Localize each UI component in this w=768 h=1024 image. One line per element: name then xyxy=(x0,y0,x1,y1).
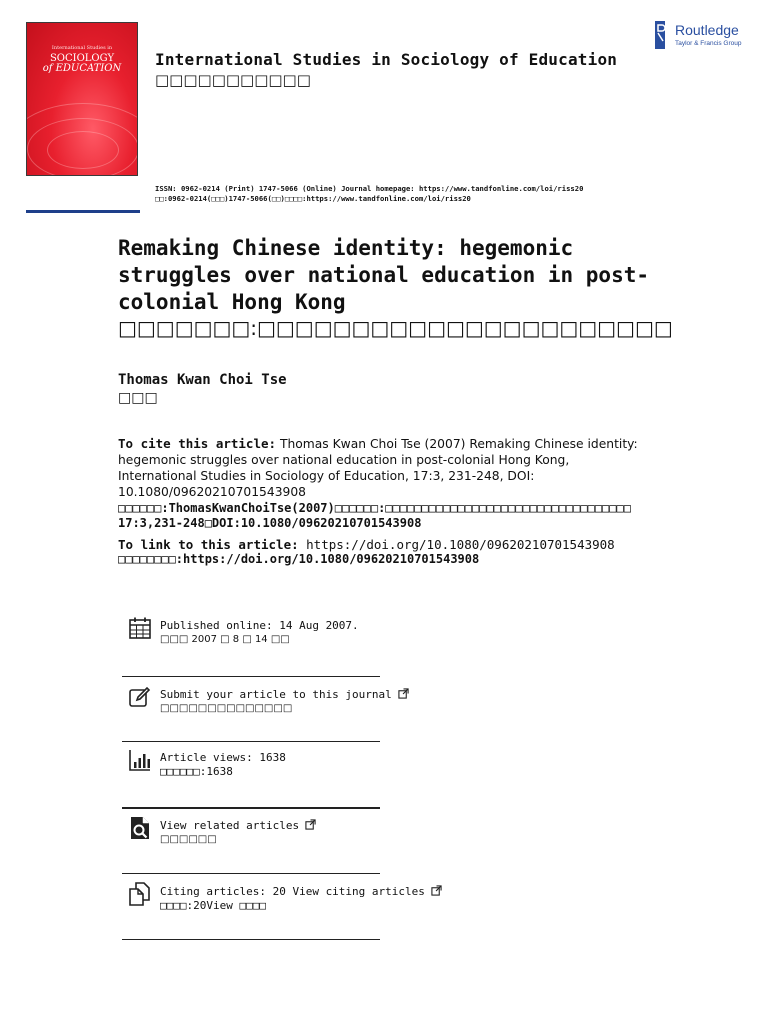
published-online-translation: □□□ 2007 □ 8 □ 14 □□ xyxy=(160,634,290,645)
cover-series-label: International Studies in xyxy=(51,45,113,51)
related-articles-link[interactable]: View related articles xyxy=(160,819,300,832)
author-name-translation: □□□ xyxy=(118,390,158,406)
citation-block xyxy=(118,436,648,500)
citing-articles-link[interactable]: Citing articles: 20 View citing articles xyxy=(160,885,425,898)
submit-article-translation: □□□□□□□□□□□□□□ xyxy=(160,703,293,714)
routledge-logo-icon xyxy=(654,21,668,49)
citation-translation: □□□□□□:ThomasKwanChoiTse(2007)□□□□□□:□□□□□□□□□□□□□□□□□□□□□□□□□□□□□□□□□□ 17:3,231-248□DOI:10.1080/09620210701543908 xyxy=(118,501,631,530)
article-views-row xyxy=(122,748,452,782)
journal-title-translation: □□□□□□□□□□□ xyxy=(155,71,311,89)
journal-title: International Studies in Sociology of Education xyxy=(155,50,618,69)
cover-decoration xyxy=(47,131,119,169)
article-title-translation: □□□□□□□:□□□□□□□□□□□□□□□□□□□□□□ xyxy=(118,316,673,340)
article-views-text xyxy=(160,751,286,779)
article-views-count: Article views: 1638 xyxy=(160,751,286,764)
published-online-row xyxy=(122,616,452,650)
calendar-icon xyxy=(128,616,152,640)
header-divider xyxy=(26,210,140,213)
citing-articles-text[interactable] xyxy=(160,885,442,913)
publisher-logo[interactable] xyxy=(654,21,750,51)
external-link-icon xyxy=(431,885,442,896)
edit-icon xyxy=(128,685,152,709)
divider xyxy=(122,873,380,874)
publisher-subtitle: Taylor & Francis Group xyxy=(675,40,742,47)
related-articles-row[interactable] xyxy=(122,816,452,850)
cover-journal-name-line1: SOCIOLOGY xyxy=(49,53,115,64)
published-online-date: Published online: 14 Aug 2007. xyxy=(160,619,359,632)
divider xyxy=(122,676,380,677)
cover-journal-name xyxy=(27,54,137,74)
divider xyxy=(122,741,380,742)
bar-chart-icon xyxy=(128,748,152,772)
publisher-name: Routledge xyxy=(675,22,739,38)
divider xyxy=(122,807,380,809)
article-doi-link[interactable]: https://doi.org/10.1080/09620210701543908 xyxy=(298,537,615,552)
external-link-icon xyxy=(398,688,409,699)
search-document-icon xyxy=(128,816,152,840)
article-views-translation: □□□□□□:1638 xyxy=(160,765,233,778)
citation-text: Thomas Kwan Choi Tse (2007) Remaking Chinese identity: hegemonic struggles over national education in post-colonial Hong Kong, International Studies in Sociology of Education, 17:3, 231-248, DOI: 10.1080/09620210701543908 xyxy=(118,437,638,499)
divider xyxy=(122,939,380,940)
author-name: Thomas Kwan Choi Tse xyxy=(118,372,287,388)
related-articles-translation: □□□□□□ xyxy=(160,834,217,845)
submit-article-row[interactable] xyxy=(122,685,452,719)
article-link xyxy=(118,537,615,552)
article-title: Remaking Chinese identity: hegemonic struggles over national education in post-colonial Hong Kong xyxy=(118,236,650,314)
external-link-icon xyxy=(305,819,316,830)
article-link-translation: □□□□□□□□:https://doi.org/10.1080/09620210701543908 xyxy=(118,552,480,566)
related-articles-text[interactable] xyxy=(160,819,316,847)
citing-documents-icon xyxy=(128,882,152,906)
submit-article-text[interactable] xyxy=(160,688,409,716)
submit-article-link[interactable]: Submit your article to this journal xyxy=(160,688,392,701)
issn-line: ISSN: 0962-0214 (Print) 1747-5066 (Online) Journal homepage: https://www.tandfonline.com/loi/riss20 xyxy=(155,184,584,193)
published-online-text xyxy=(160,619,359,647)
cover-journal-name-line2: of EDUCATION xyxy=(42,63,122,74)
issn-line-translation: □□:0962-0214(□□□)1747-5066(□□)□□□□:https://www.tandfonline.com/loi/riss20 xyxy=(155,194,471,203)
citing-articles-row[interactable] xyxy=(122,882,452,916)
article-link-label: To link to this article: xyxy=(118,537,299,552)
citing-articles-translation: □□□□:20View □□□□ xyxy=(160,899,266,912)
journal-cover-image xyxy=(26,22,138,176)
citation-label: To cite this article: xyxy=(118,436,277,451)
